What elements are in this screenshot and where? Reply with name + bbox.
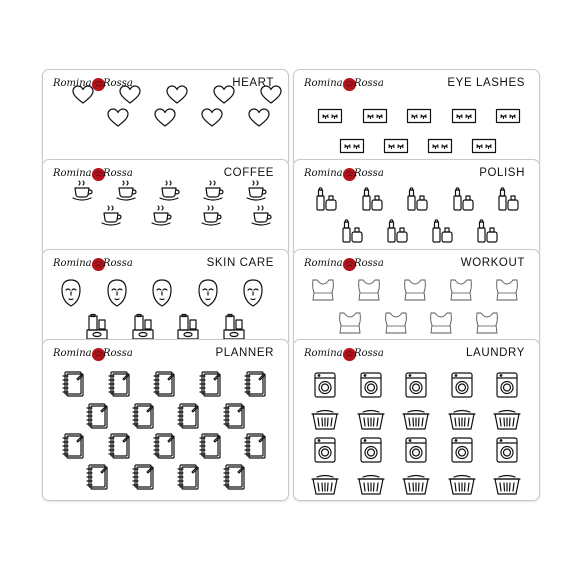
sheet-title: EYE LASHES	[447, 77, 525, 89]
nail-polish-icon	[361, 187, 383, 213]
planner-notebook-icon	[108, 433, 130, 459]
planner-notebook-icon	[62, 433, 84, 459]
washing-machine-icon	[360, 372, 382, 398]
eyelash-icon	[384, 139, 408, 153]
sports-bra-icon	[428, 311, 454, 335]
sports-bra-icon	[383, 311, 409, 335]
planner-notebook-icon	[199, 433, 221, 459]
sheet-title: SKIN CARE	[206, 257, 274, 269]
sheet-title: POLISH	[479, 167, 525, 179]
brand-word-2: Rossa	[103, 168, 133, 179]
washing-machine-icon	[405, 372, 427, 398]
washing-machine-icon	[451, 372, 473, 398]
sticker-sheet-planner	[42, 339, 289, 501]
brand-word-2: Rossa	[103, 348, 133, 359]
sheet-title: WORKOUT	[460, 257, 525, 269]
icon-grid	[43, 340, 288, 500]
brand-word-1: Romina	[53, 78, 92, 89]
washing-machine-icon	[496, 372, 518, 398]
laundry-basket-icon	[311, 410, 339, 430]
coffee-cup-icon	[158, 180, 182, 202]
sports-bra-icon	[448, 278, 474, 302]
planner-notebook-icon	[223, 403, 245, 429]
laundry-basket-icon	[448, 475, 476, 495]
brand-word-1: Romina	[304, 168, 343, 179]
brand-word-2: Rossa	[354, 78, 384, 89]
coffee-cup-icon	[100, 205, 124, 227]
face-mask-icon	[242, 279, 264, 307]
eyelash-icon	[496, 109, 520, 123]
heart-icon	[119, 85, 141, 105]
skincare-products-icon	[86, 314, 108, 340]
sports-bra-icon	[337, 311, 363, 335]
planner-notebook-icon	[223, 464, 245, 490]
icon-grid	[43, 160, 288, 256]
sticker-sheet-eye-lashes	[293, 69, 540, 167]
nail-polish-icon	[341, 219, 363, 245]
sticker-sheet-heart	[42, 69, 289, 167]
laundry-basket-icon	[402, 410, 430, 430]
sports-bra-icon	[310, 278, 336, 302]
sheet-title: COFFEE	[223, 167, 274, 179]
sports-bra-icon	[474, 311, 500, 335]
sheet-title: PLANNER	[215, 347, 274, 359]
washing-machine-icon	[360, 437, 382, 463]
face-mask-icon	[151, 279, 173, 307]
brand-word-2: Rossa	[354, 258, 384, 269]
brand-word-1: Romina	[304, 258, 343, 269]
coffee-cup-icon	[245, 180, 269, 202]
face-mask-icon	[60, 279, 82, 307]
laundry-basket-icon	[493, 475, 521, 495]
coffee-cup-icon	[250, 205, 274, 227]
laundry-basket-icon	[357, 475, 385, 495]
heart-icon	[201, 108, 223, 128]
sports-bra-icon	[356, 278, 382, 302]
icon-grid	[294, 160, 539, 256]
planner-notebook-icon	[177, 403, 199, 429]
brand-word-1: Romina	[53, 258, 92, 269]
heart-icon	[72, 85, 94, 105]
planner-notebook-icon	[86, 403, 108, 429]
planner-notebook-icon	[86, 464, 108, 490]
brand-word-2: Rossa	[354, 168, 384, 179]
washing-machine-icon	[314, 372, 336, 398]
coffee-cup-icon	[150, 205, 174, 227]
icon-grid	[43, 70, 288, 166]
planner-notebook-icon	[132, 403, 154, 429]
brand-word-2: Rossa	[103, 258, 133, 269]
laundry-basket-icon	[493, 410, 521, 430]
brand-word-1: Romina	[304, 78, 343, 89]
sticker-sheet-workout	[293, 249, 540, 347]
sticker-sheet-laundry	[293, 339, 540, 501]
sports-bra-icon	[494, 278, 520, 302]
nail-polish-icon	[476, 219, 498, 245]
washing-machine-icon	[405, 437, 427, 463]
sticker-sheet-coffee	[42, 159, 289, 257]
planner-notebook-icon	[244, 433, 266, 459]
face-mask-icon	[106, 279, 128, 307]
heart-icon	[248, 108, 270, 128]
nail-polish-icon	[497, 187, 519, 213]
planner-notebook-icon	[153, 433, 175, 459]
laundry-basket-icon	[311, 475, 339, 495]
eyelash-icon	[363, 109, 387, 123]
nail-polish-icon	[452, 187, 474, 213]
sports-bra-icon	[402, 278, 428, 302]
nail-polish-icon	[431, 219, 453, 245]
planner-notebook-icon	[153, 371, 175, 397]
sticker-sheet-skin-care	[42, 249, 289, 347]
heart-icon	[260, 85, 282, 105]
washing-machine-icon	[451, 437, 473, 463]
nail-polish-icon	[315, 187, 337, 213]
brand-word-2: Rossa	[103, 78, 133, 89]
coffee-cup-icon	[71, 180, 95, 202]
eyelash-icon	[452, 109, 476, 123]
skincare-products-icon	[132, 314, 154, 340]
planner-notebook-icon	[108, 371, 130, 397]
coffee-cup-icon	[200, 205, 224, 227]
heart-icon	[166, 85, 188, 105]
sheet-title: HEART	[232, 77, 274, 89]
planner-notebook-icon	[132, 464, 154, 490]
washing-machine-icon	[314, 437, 336, 463]
heart-icon	[154, 108, 176, 128]
eyelash-icon	[318, 109, 342, 123]
eyelash-icon	[428, 139, 452, 153]
planner-notebook-icon	[62, 371, 84, 397]
sticker-sheet-polish	[293, 159, 540, 257]
nail-polish-icon	[386, 219, 408, 245]
nail-polish-icon	[406, 187, 428, 213]
coffee-cup-icon	[115, 180, 139, 202]
icon-grid	[294, 340, 539, 500]
icon-grid	[43, 250, 288, 346]
face-mask-icon	[197, 279, 219, 307]
planner-notebook-icon	[199, 371, 221, 397]
planner-notebook-icon	[177, 464, 199, 490]
laundry-basket-icon	[357, 410, 385, 430]
sheet-title: LAUNDRY	[466, 347, 525, 359]
eyelash-icon	[472, 139, 496, 153]
skincare-products-icon	[177, 314, 199, 340]
icon-grid	[294, 250, 539, 346]
heart-icon	[213, 85, 235, 105]
eyelash-icon	[340, 139, 364, 153]
brand-word-1: Romina	[53, 168, 92, 179]
laundry-basket-icon	[448, 410, 476, 430]
planner-notebook-icon	[244, 371, 266, 397]
skincare-products-icon	[223, 314, 245, 340]
brand-word-2: Rossa	[354, 348, 384, 359]
laundry-basket-icon	[402, 475, 430, 495]
brand-word-1: Romina	[53, 348, 92, 359]
washing-machine-icon	[496, 437, 518, 463]
coffee-cup-icon	[202, 180, 226, 202]
icon-grid	[294, 70, 539, 166]
eyelash-icon	[407, 109, 431, 123]
heart-icon	[107, 108, 129, 128]
brand-word-1: Romina	[304, 348, 343, 359]
